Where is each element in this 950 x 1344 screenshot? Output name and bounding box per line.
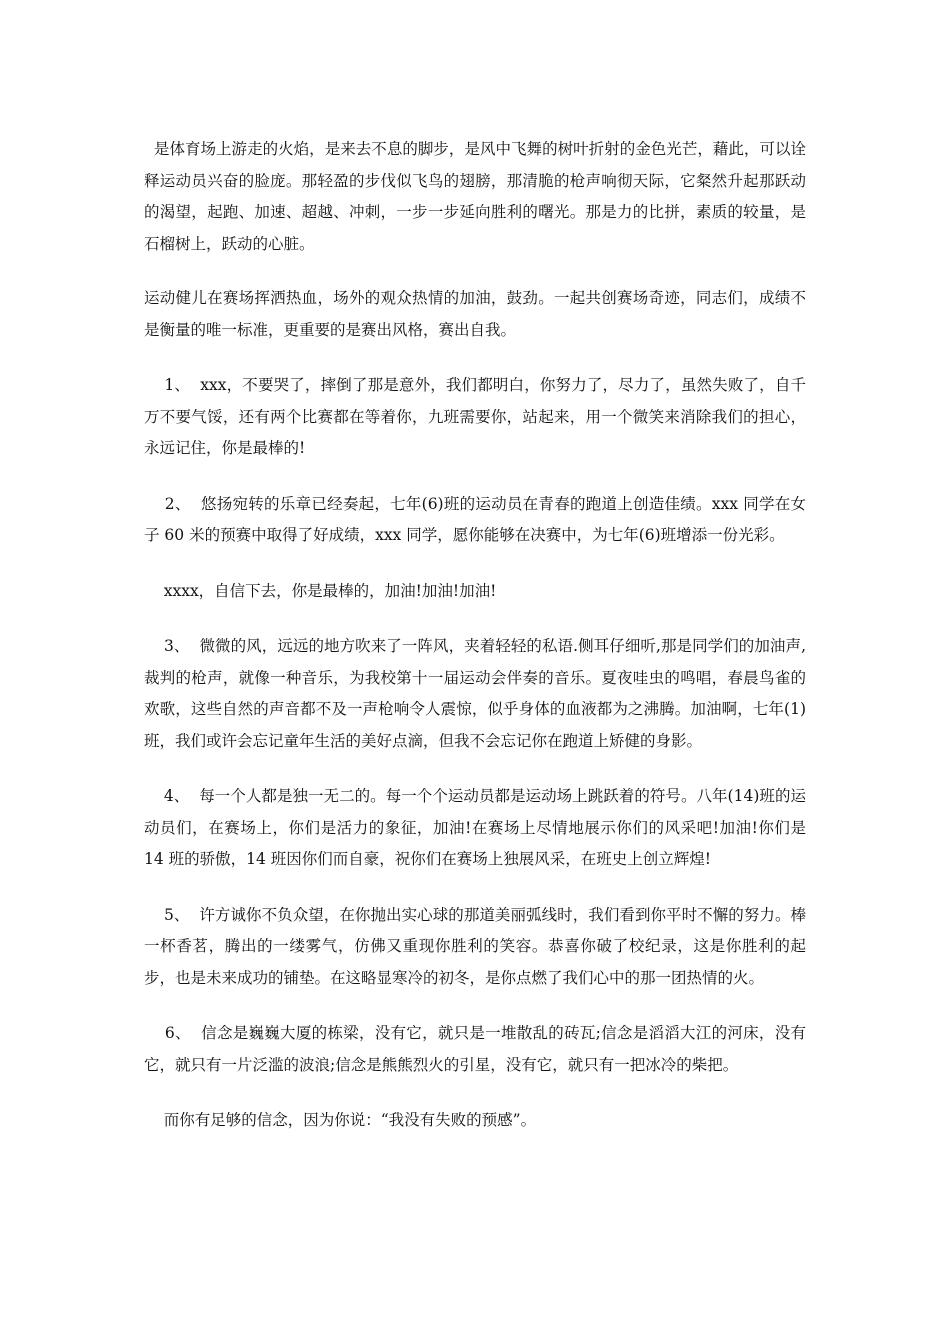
paragraph-spacer: [144, 994, 806, 1018]
paragraph-spacer: [144, 346, 806, 370]
paragraph-spacer: [144, 465, 806, 489]
item-3-paragraph: 3、 微微的风，远远的地方吹来了一阵风，夹着轻轻的私语.侧耳仔细听,那是同学们的加油声,裁判的枪声，就像一种音乐，为我校第十一届运动会伴奏的音乐。夏夜哇虫的鸣唱，春晨鸟雀的欢歌，这些自然的声音都不及一声枪响令人震惊，似乎身体的血液都为之沸腾。加油啊，七年(1)班，我们或许会忘记童年生活的美好点滴，但我不会忘记你在跑道上矫健的身影。: [144, 637, 806, 750]
item-4-paragraph: 4、 每一个人都是独一无二的。每一个个运动员都是运动场上跳跃着的符号。八年(14)班的运动员们，在赛场上，你们是活力的象征，加油!在赛场上尽情地展示你们的风采吧!加油!你们是 14 班的骄傲，14 班因你们而自豪，祝你们在赛场上独展风采，在班史上创立辉煌!: [144, 787, 811, 868]
paragraph-spacer: [144, 260, 806, 283]
item-1-paragraph: 1、 xxx，不要哭了，摔倒了那是意外，我们都明白，你努力了，尽力了，虽然失败了，自千万不要气馁，还有两个比赛都在等着你，九班需要你，站起来，用一个微笑来消除我们的担心，永远记住，你是最棒的!: [144, 376, 806, 457]
document-page: [144, 134, 811, 1137]
closing-paragraph: 而你有足够的信念，因为你说：“我没有失败的预感”。: [144, 1111, 537, 1129]
paragraph-spacer: [144, 757, 806, 781]
item-2-followup-paragraph: xxxx，自信下去，你是最棒的，加油!加油!加油!: [144, 581, 497, 600]
paragraph-spacer: [144, 552, 806, 576]
item-5-paragraph: 5、 许方诚你不负众望，在你抛出实心球的那道美丽弧线时，我们看到你平时不懈的努力。棒一杯香茗，腾出的一缕雾气，仿佛又重现你胜利的笑容。恭喜你破了校纪录，这是你胜利的起步，也是未来成功的铺垫。在这略显寒冷的初冬，是你点燃了我们心中的那一团热情的火。: [144, 905, 806, 987]
paragraph-spacer: [144, 876, 806, 900]
paragraph-spacer: [144, 607, 806, 631]
cheer-paragraph: 运动健儿在赛场挥洒热血，场外的观众热情的加油，鼓劲。一起共创赛场奇迹，同志们，成绩不是衡量的唯一标准，更重要的是赛出风格，赛出自我。: [144, 289, 806, 339]
intro-paragraph: 是体育场上游走的火焰，是来去不息的脚步，是风中飞舞的树叶折射的金色光芒，藉此，可以诠释运动员兴奋的脸庞。那轻盈的步伐似飞鸟的翅膀，那清脆的枪声响彻天际，它粲然升起那跃动的渴望，起跑、加速、超越、冲刺，一步一步延向胜利的曙光。那是力的比拼，素质的较量，是石榴树上，跃动的心脏。: [144, 140, 806, 253]
item-2-paragraph: 2、 悠扬宛转的乐章已经奏起，七年(6)班的运动员在青春的跑道上创造佳绩。xxx 同学在女子 60 米的预赛中取得了好成绩，xxx 同学，愿你能够在决赛中，为七年(6)班增添一份光彩。: [144, 494, 806, 544]
item-6-paragraph: 6、 信念是巍巍大厦的栋梁，没有它，就只是一堆散乱的砖瓦;信念是滔滔大江的河床，没有它，就只有一片泛滥的波浪;信念是熊熊烈火的引星，没有它，就只有一把冰冷的柴把。: [144, 1024, 806, 1074]
paragraph-spacer: [144, 1081, 806, 1105]
